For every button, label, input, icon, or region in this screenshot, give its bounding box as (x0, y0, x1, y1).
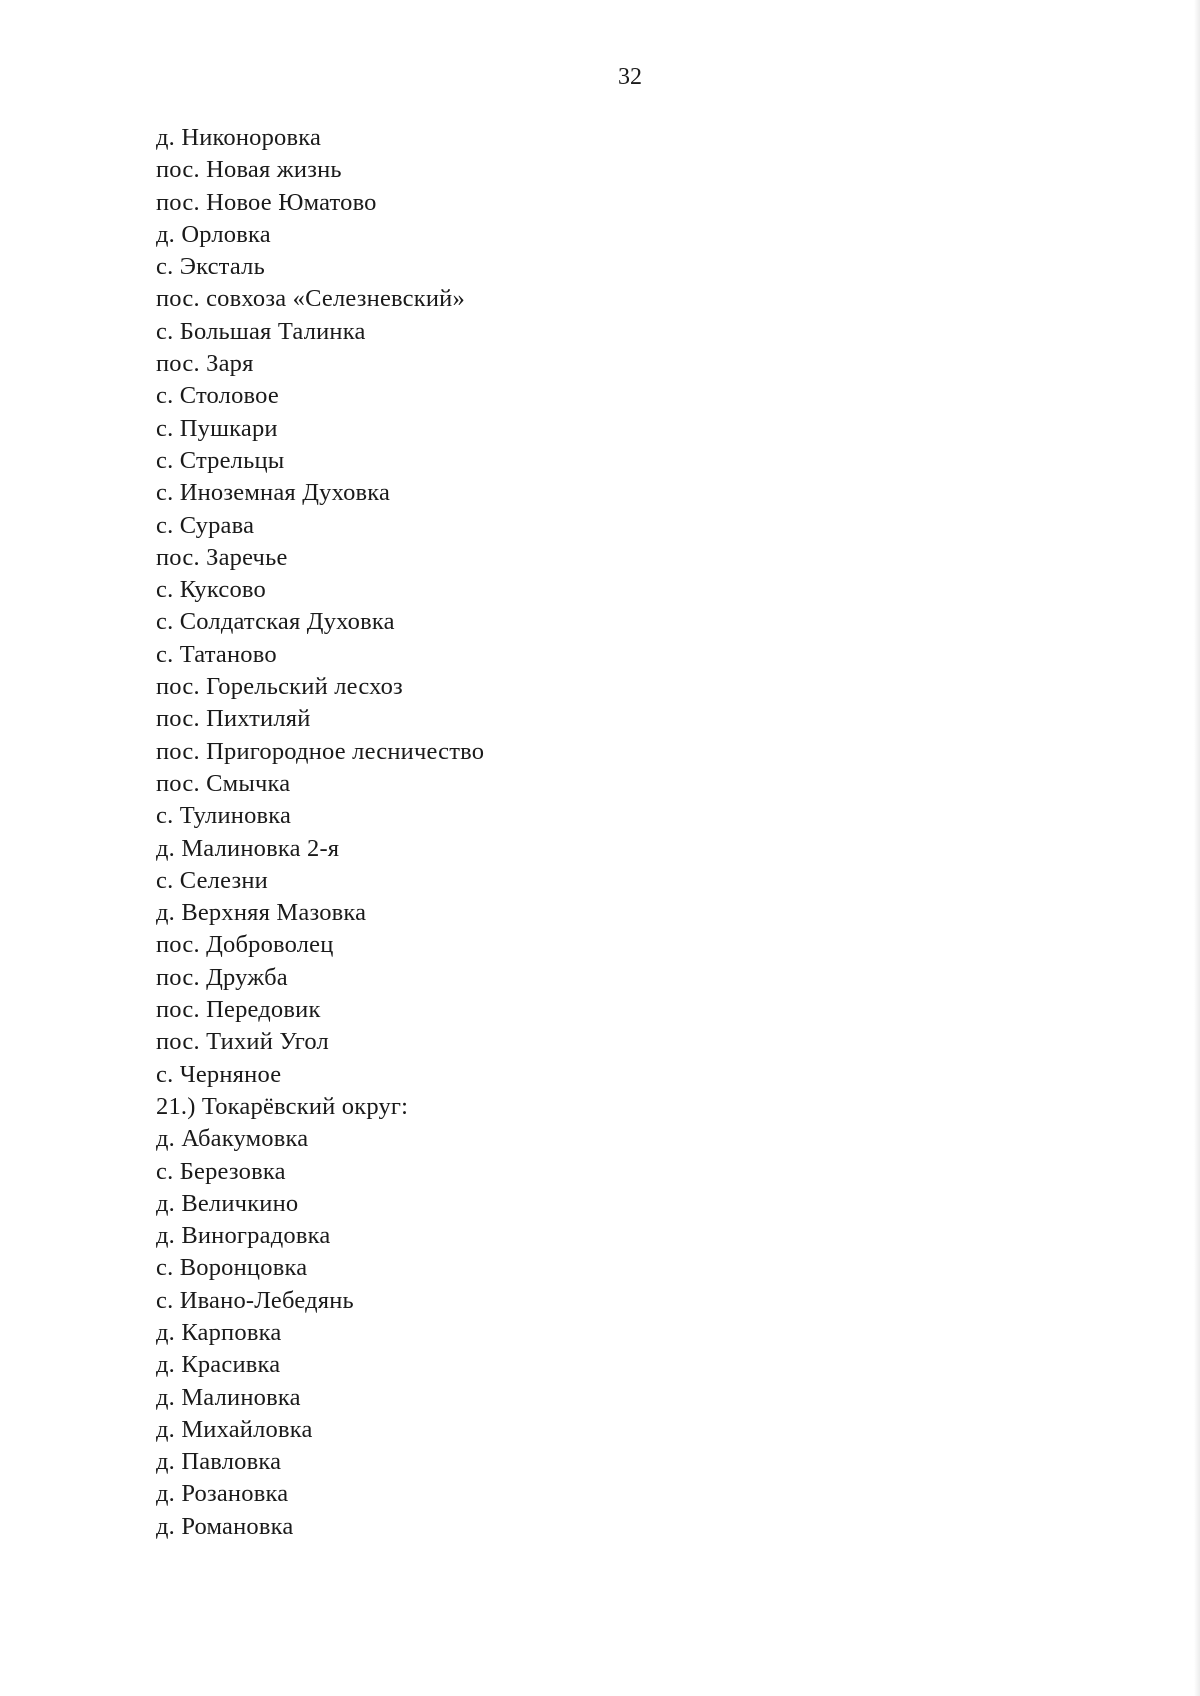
list-item: д. Малиновка (156, 1383, 301, 1411)
page-edge-shadow (1194, 0, 1200, 1696)
list-item: пос. Передовик (156, 996, 321, 1024)
settlement-list (156, 122, 484, 1543)
list-item: с. Воронцовка (156, 1254, 308, 1282)
list-item: пос. Пригородное лесничество (156, 737, 485, 765)
list-item: с. Пушкари (156, 414, 278, 442)
list-item: д. Никоноровка (156, 124, 322, 151)
list-item: пос. Смычка (156, 769, 291, 797)
list-item: д. Малиновка 2-я (156, 834, 340, 862)
list-item: пос. Заречье (156, 543, 288, 571)
list-item: с. Березовка (156, 1157, 286, 1185)
list-item: с. Черняное (156, 1060, 282, 1088)
list-item: с. Селезни (156, 866, 268, 894)
list-item: с. Эксталь (156, 253, 265, 281)
list-item: с. Куксово (156, 576, 266, 604)
list-item: д. Виноградовка (156, 1222, 331, 1250)
list-item: пос. Горельский лесхоз (156, 673, 403, 701)
district-heading: 21.) Токарёвский округ: (156, 1092, 409, 1120)
list-item: пос. Тихий Угол (156, 1028, 329, 1056)
list-item: пос. Новая жизнь (156, 156, 342, 184)
list-item: д. Орловка (156, 220, 271, 248)
list-item: пос. Пихтиляй (156, 705, 311, 733)
list-item: д. Верхняя Мазовка (156, 899, 367, 927)
list-item: с. Стрельцы (156, 446, 285, 474)
page-number: 32 (618, 64, 642, 90)
list-item: с. Ивано-Лебедянь (156, 1286, 354, 1314)
list-item: с. Столовое (156, 382, 279, 410)
list-item: с. Тулиновка (156, 802, 292, 830)
list-item: с. Сурава (156, 511, 255, 539)
list-item: д. Абакумовка (156, 1125, 309, 1153)
list-item: пос. Новое Юматово (156, 188, 377, 216)
list-item: д. Красивка (156, 1351, 281, 1379)
list-item: д. Михайловка (156, 1415, 313, 1443)
list-item: пос. Дружба (156, 963, 288, 991)
list-item: д. Розановка (156, 1480, 289, 1508)
list-item: д. Романовка (156, 1512, 294, 1540)
list-item: с. Солдатская Духовка (156, 608, 395, 636)
list-item: пос. Доброволец (156, 931, 334, 959)
list-item: с. Большая Талинка (156, 317, 366, 345)
list-item: д. Карповка (156, 1318, 282, 1346)
list-item: с. Иноземная Духовка (156, 479, 391, 507)
list-item: пос. Заря (156, 350, 254, 378)
list-item: с. Татаново (156, 640, 277, 668)
list-item: д. Величкино (156, 1189, 299, 1217)
list-item: д. Павловка (156, 1448, 282, 1476)
list-item: пос. совхоза «Селезневский» (156, 285, 465, 313)
